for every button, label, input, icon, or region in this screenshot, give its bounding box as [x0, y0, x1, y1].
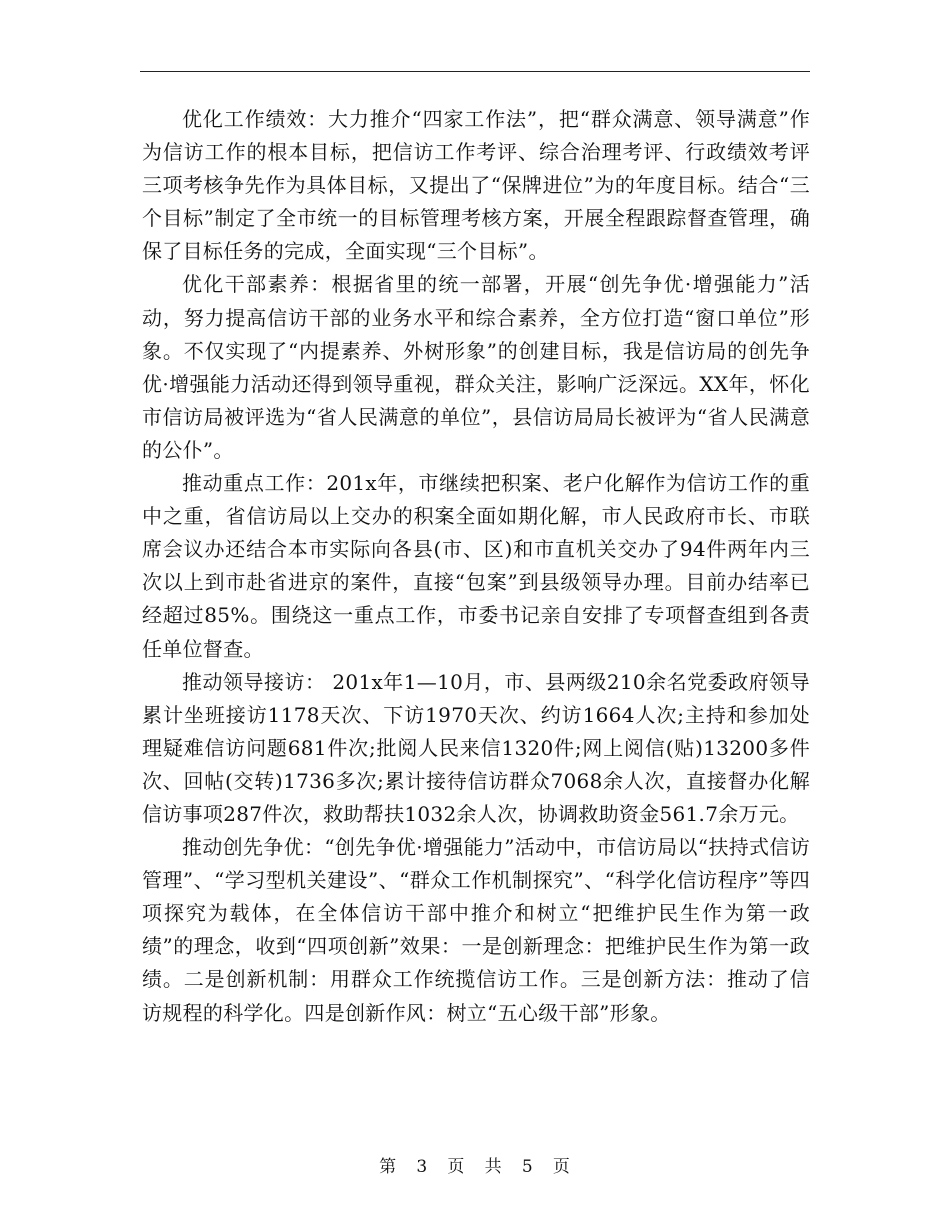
paragraph-optimize-cadre-quality: 优化干部素养：根据省里的统一部署，开展“创先争优·增强能力”活动，努力提高信访干部的业务水平和综合素养，全方位打造“窗口单位”形象。不仅实现了“内提素养、外树形象”的创建目标，我是信访局的创先争优·增强能力活动还得到领导重视，群众关注，影响广泛深远。XX年，怀化市信访局被评选为“省人民满意的单位”，县信访局局长被评为“省人民满意的公仆”。	[142, 272, 810, 462]
footer-page-label: 第	[379, 1157, 398, 1177]
header-rule	[140, 71, 810, 72]
footer-total-unit: 页	[552, 1157, 571, 1177]
footer-total-pages: 5	[521, 1157, 534, 1177]
paragraph-leader-reception: 推动领导接访： 201x年1—10月，市、县两级210余名党委政府领导累计坐班接访1178天次、下访1970天次、约访1664人次;主持和参加处理疑难信访问题681件次;批阅人民来信1320件;网上阅信(贴)13200多件次、回帖(交转)1736多次;累计接待信访群众7068余人次，直接督办化解信访事项287件次，救助帮扶1032余人次，协调救助资金561.7余万元。	[142, 669, 810, 826]
paragraph-key-work: 推动重点工作：201x年，市继续把积案、老户化解作为信访工作的重中之重，省信访局以上交办的积案全面如期化解，市人民政府市长、市联席会议办还结合本市实际向各县(市、区)和市直机关交办了94件两年内三次以上到市赴省进京的案件，直接“包案”到县级领导办理。目前办结率已经超过85%。围绕这一重点工作，市委书记亲自安排了专项督查组到各责任单位督查。	[142, 471, 810, 661]
footer-current-page: 3	[416, 1157, 429, 1177]
footer-page-unit: 页	[447, 1157, 466, 1177]
footer-total-label: 共	[484, 1157, 503, 1177]
paragraph-excellence-campaign: 推动创先争优：“创先争优·增强能力”活动中，市信访局以“扶持式信访管理”、“学习型机关建设”、“群众工作机制探究”、“科学化信访程序”等四项探究为载体，在全体信访干部中推介和树立“把维护民生作为第一政绩”的理念，收到“四项创新”效果：一是创新理念：把维护民生作为第一政绩。二是创新机制：用群众工作统揽信访工作。三是创新方法：推动了信访规程的科学化。四是创新作风：树立“五心级干部”形象。	[142, 835, 810, 1025]
page-footer	[0, 1152, 950, 1177]
paragraph-optimize-performance: 优化工作绩效：大力推介“四家工作法”，把“群众满意、领导满意”作为信访工作的根本目标，把信访工作考评、综合治理考评、行政绩效考评三项考核争先作为具体目标，又提出了“保牌进位”为的年度目标。结合“三个目标”制定了全市统一的目标管理考核方案，开展全程跟踪督查管理，确保了目标任务的完成，全面实现“三个目标”。	[142, 107, 810, 264]
document-body	[142, 103, 810, 1030]
